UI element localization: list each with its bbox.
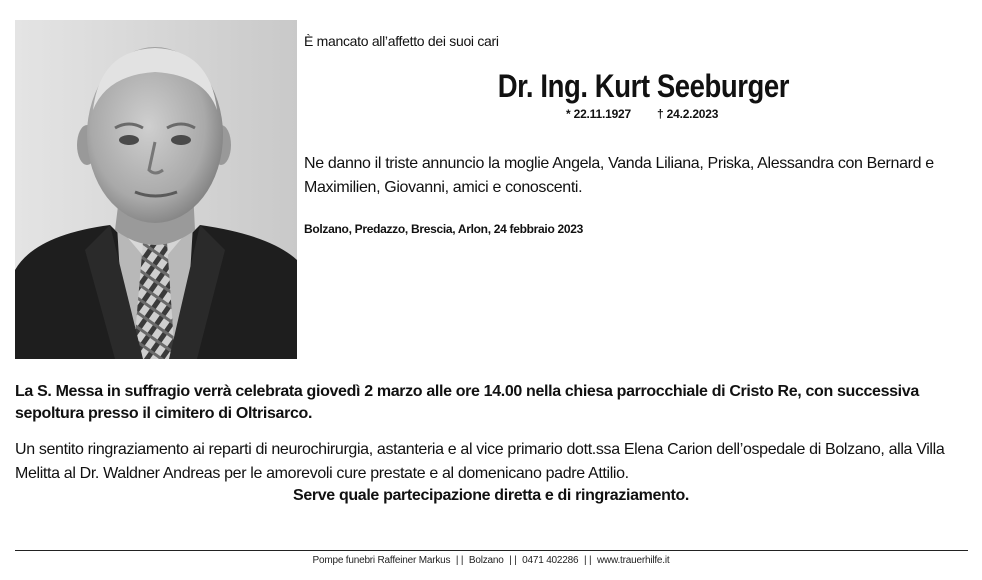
thanks-text: Un sentito ringraziamento ai reparti di neurochirurgia, astanteria e al vice primario dott.ssa Elena Carion dell’ospedale di Bolzano, alla Villa Melitta al Dr. Waldner Andreas per le amorevoli cure prestate e al domenicano padre Attilio. xyxy=(15,441,945,482)
mass-announcement: La S. Messa in suffragio verrà celebrata giovedì 2 marzo alle ore 14.00 nella chiesa parrocchiale di Cristo Re, con successiva sepoltura presso il cimitero di Oltrisarco. xyxy=(15,383,919,422)
footer-divider xyxy=(15,550,968,551)
death-date: † 24.2.2023 xyxy=(657,107,719,121)
portrait-photo xyxy=(15,20,297,359)
deceased-name: Dr. Ing. Kurt Seeburger xyxy=(497,68,789,104)
footer-separator: | | xyxy=(455,555,464,566)
life-dates xyxy=(566,107,718,121)
closing-line: Serve quale partecipazione diretta e di ringraziamento. xyxy=(293,487,689,504)
funeral-home-name: Pompe funebri Raffeiner Markus xyxy=(312,555,451,566)
intro-text: È mancato all’affetto dei suoi cari xyxy=(304,33,499,49)
footer-separator: | | xyxy=(583,555,592,566)
footer xyxy=(0,555,982,566)
portrait-photo-icon xyxy=(15,20,297,359)
announcement-text: Ne danno il triste annuncio la moglie Angela, Vanda Liliana, Priska, Alessandra con Bernard e Maximilien, Giovanni, amici e conoscenti. xyxy=(304,155,934,196)
footer-separator: | | xyxy=(509,555,517,566)
footer-phone: 0471 402286 xyxy=(522,555,579,566)
footer-city: Bolzano xyxy=(468,555,504,566)
footer-website[interactable]: www.trauerhilfe.it xyxy=(596,555,670,566)
birth-date: * 22.11.1927 xyxy=(566,107,632,121)
place-and-date: Bolzano, Predazzo, Brescia, Arlon, 24 febbraio 2023 xyxy=(304,222,584,236)
deceased-name-heading xyxy=(304,68,982,105)
